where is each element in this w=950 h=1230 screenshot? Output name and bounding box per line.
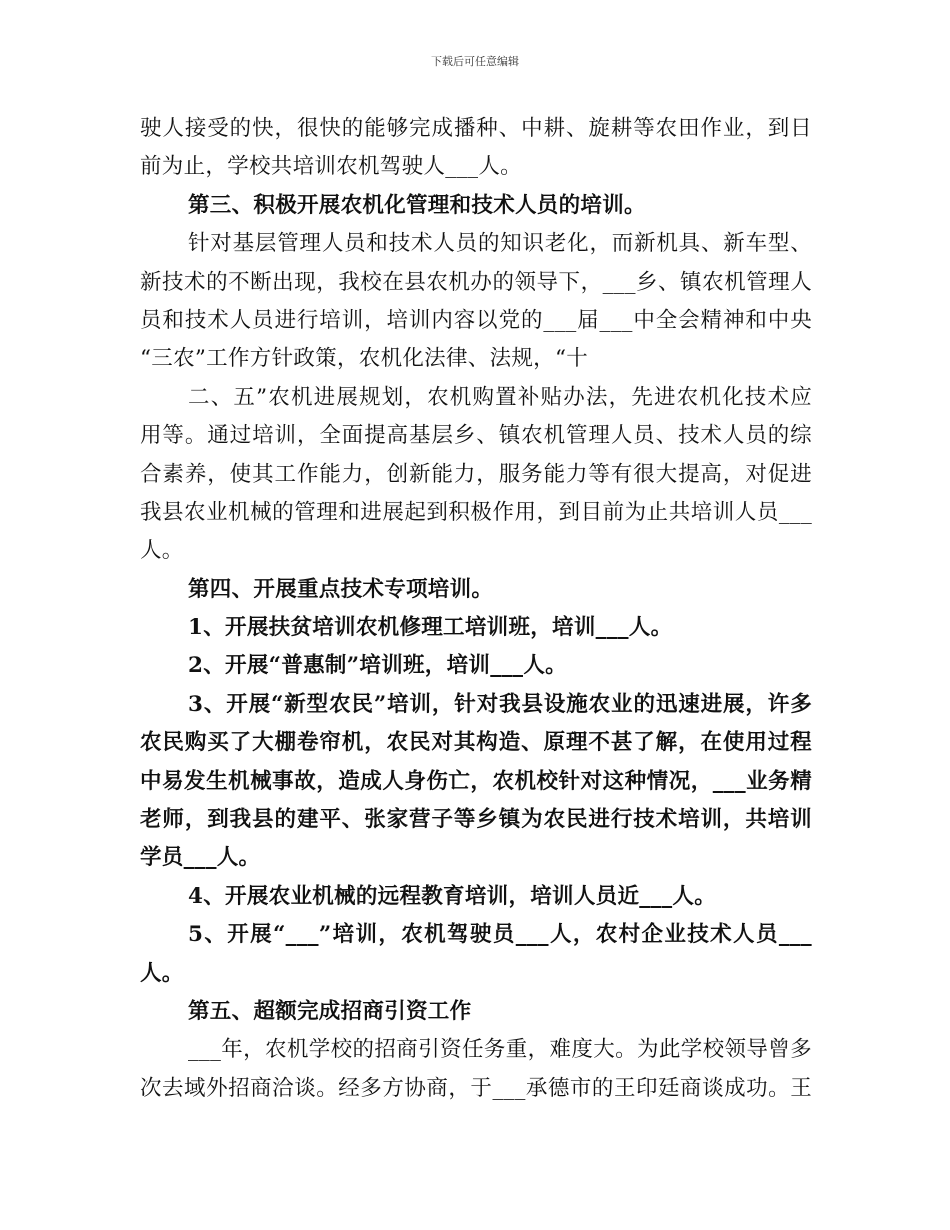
- text-line: 4、开展农业机械的远程教育培训，培训人员近___人。: [188, 883, 717, 909]
- text-line: 中易发生机械事故，造成人身伤亡，农机校针对这种情况，___业务精: [140, 768, 812, 794]
- text-line: 驶人接受的快，很快的能够完成播种、中耕、旋耕等农田作业，到日: [140, 116, 812, 141]
- text-line: 新技术的不断出现，我校在县农机办的领导下，___乡、镇农机管理人: [140, 269, 812, 295]
- text-line: 合素养，使其工作能力，创新能力，服务能力等有很大提高，对促进: [140, 461, 812, 487]
- text-line: 第三、积极开展农机化管理和技术人员的培训。: [188, 192, 646, 218]
- text-line: 员和技术人员进行培训，培训内容以党的___届___中全会精神和中央: [140, 307, 812, 333]
- text-line: ___年，农机学校的招商引资任务重，难度大。为此学校领导曾多: [188, 1037, 812, 1063]
- text-line: “三农”工作方针政策，农机化法律、法规，“十: [140, 346, 589, 372]
- text-line: 5、开展“___”培训，农机驾驶员___人，农村企业技术人员___: [188, 922, 812, 948]
- text-line: 用等。通过培训，全面提高基层乡、镇农机管理人员、技术人员的综: [140, 423, 812, 449]
- text-line: 次去域外招商洽谈。经多方协商，于___承德市的王印廷商谈成功。王: [140, 1075, 812, 1101]
- text-line: 针对基层管理人员和技术人员的知识老化，而新机具、新车型、: [188, 231, 812, 257]
- text-line: 前为止，学校共培训农机驾驶人___人。: [140, 154, 522, 180]
- document-body: [140, 110, 812, 1108]
- page-header: 下载后可任意编辑: [431, 55, 519, 68]
- text-line: 1、开展扶贫培训农机修理工培训班，培训___人。: [188, 615, 673, 641]
- text-line: 人。: [140, 538, 184, 564]
- text-line: 老师，到我县的建平、张家营子等乡镇为农民进行技术培训，共培训: [140, 807, 812, 833]
- text-line: 3、开展“新型农民”培训，针对我县设施农业的迅速进展，许多: [188, 691, 812, 717]
- text-line: 农民购买了大棚卷帘机，农民对其构造、原理不甚了解，在使用过程: [140, 730, 812, 756]
- text-line: 二、五”农机进展规划，农机购置补贴办法，先进农机化技术应: [188, 384, 812, 410]
- text-line: 人。: [140, 960, 184, 986]
- text-line: 第五、超额完成招商引资工作: [188, 998, 472, 1024]
- text-line: 学员___人。: [140, 845, 261, 871]
- text-line: 2、开展“普惠制”培训班，培训___人。: [188, 653, 567, 679]
- text-line: 第四、开展重点技术专项培训。: [188, 576, 494, 602]
- text-line: 我县农业机械的管理和进展起到积极作用，到目前为止共培训人员___: [140, 499, 812, 525]
